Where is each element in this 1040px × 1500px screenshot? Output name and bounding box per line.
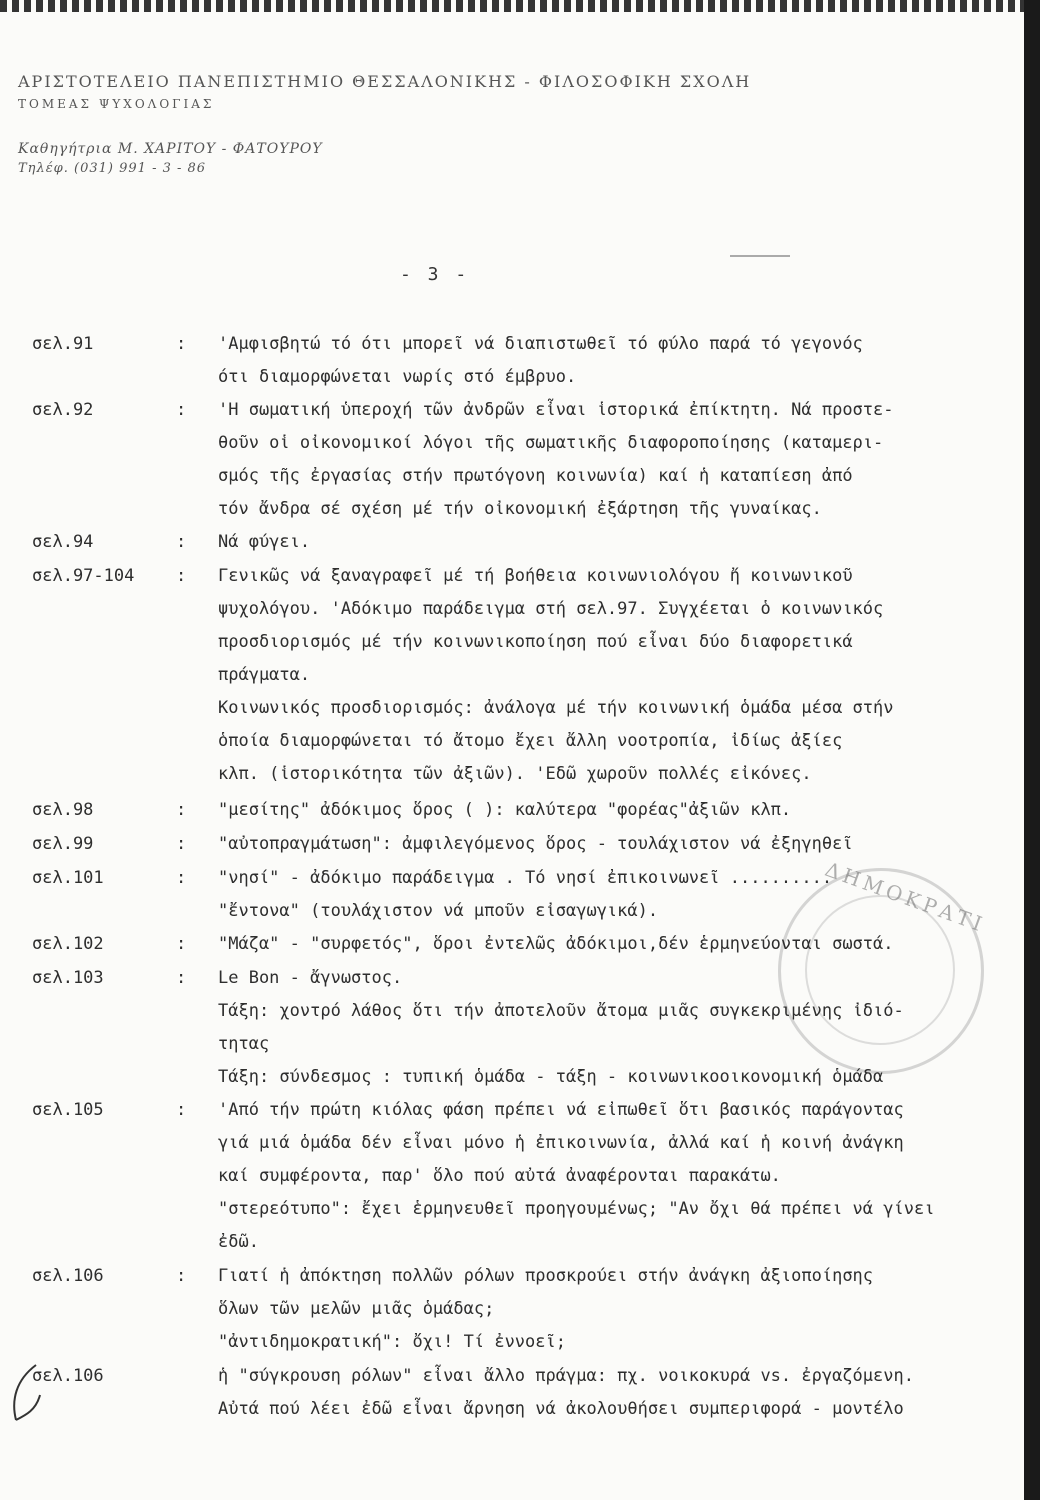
stamp-text: ΔΗΜΟΚΡΑΤΙ <box>821 856 989 938</box>
comment-line: ψυχολόγου. 'Αδόκιμο παράδειγμα στή σελ.97. Συγχέεται ὁ κοινωνικός <box>218 599 884 619</box>
comment-text <box>218 394 998 526</box>
separator-colon: : <box>176 334 187 354</box>
comment-line: 'Η σωματική ὑπεροχή τῶν ἀνδρῶν εἶναι ἱστορικά ἐπίκτητη. Νά προστε- <box>218 400 894 420</box>
comment-text <box>218 862 998 928</box>
comment-line: Αὐτά πού λέει ἐδῶ εἶναι ἄρνηση νά ἀκολουθήσει συμπεριφορά - μοντέλο <box>218 1399 904 1419</box>
professor-name: Καθηγήτρια Μ. ΧΑΡΙΤΟΥ - ΦΑΤΟΥΡΟΥ <box>18 141 323 157</box>
separator-colon: : <box>176 934 187 954</box>
comment-line: γιά μιά ὁμάδα δέν εἶναι μόνο ἡ ἐπικοινωνία, ἀλλά καί ἡ κοινή ἀνάγκη <box>218 1133 904 1153</box>
page-reference: σελ.98 <box>32 800 94 820</box>
comment-line: Le Bon - ἄγνωστος. <box>218 968 403 988</box>
comment-line: τόν ἄνδρα σέ σχέση μέ τήν οἰκονομική ἐξάρτηση τῆς γυναίκας. <box>218 499 822 519</box>
institution-name: ΑΡΙΣΤΟΤΕΛΕΙΟ ΠΑΝΕΠΙΣΤΗΜΙΟ ΘΕΣΣΑΛΟΝΙΚΗΣ - ΦΙΛΟΣΟΦΙΚΗ ΣΧΟΛΗ <box>18 72 752 91</box>
comment-line: καί συμφέροντα, παρ' ὅλο πού αὐτά ἀναφέρονται παρακάτω. <box>218 1166 781 1186</box>
comment-line: σμός τῆς ἐργασίας στήν πρωτόγονη κοινωνία) καί ἡ καταπίεση ἀπό <box>218 466 853 486</box>
comment-text <box>218 928 998 961</box>
comment-line: Γενικῶς νά ξαναγραφεῖ μέ τή βοήθεια κοινωνιολόγου ἤ κοινωνικοῦ <box>218 566 853 586</box>
comment-line: "νησί" - ἀδόκιμο παράδειγμα . Τό νησί ἐπικοινωνεῖ .......... <box>218 868 833 888</box>
comment-text <box>218 560 998 791</box>
page-reference: σελ.91 <box>32 334 94 354</box>
comment-line: Τάξη: χοντρό λάθος ὅτι τήν ἀποτελοῦν ἄτομα μιᾶς συγκεκριμένης ἰδιό- <box>218 1001 904 1021</box>
phone-number: Τηλέφ. (031) 991 - 3 - 86 <box>18 161 207 176</box>
comment-text <box>218 828 998 861</box>
page-reference: σελ.92 <box>32 400 94 420</box>
comment-text <box>218 1094 998 1259</box>
scan-edge-top <box>0 0 1040 12</box>
comment-line: ὁποία διαμορφώνεται τό ἄτομο ἔχει ἄλλη νοοτροπία, ἰδίως ἀξίες <box>218 731 843 751</box>
comment-line: "στερεότυπο": ἔχει ἑρμηνευθεῖ προηγουμένως; "Αν ὄχι θά πρέπει νά γίνει <box>218 1199 935 1219</box>
comment-line: τητας <box>218 1034 270 1054</box>
comment-line: "ἀντιδημοκρατική": ὄχι! Τί ἐννοεῖ; <box>218 1332 566 1352</box>
separator-colon: : <box>176 1100 187 1120</box>
comment-text <box>218 794 998 827</box>
page-reference: σελ.102 <box>32 934 104 954</box>
comment-line: πράγματα. <box>218 665 311 685</box>
separator-colon: : <box>176 566 187 586</box>
comment-text <box>218 1260 998 1359</box>
page-reference: σελ.105 <box>32 1100 104 1120</box>
page-number: - 3 - <box>400 264 470 285</box>
comment-line: "Μάζα" - "συρφετός", ὅροι ἐντελῶς ἀδόκιμοι,δέν ἑρμηνεύονται σωστά. <box>218 934 894 954</box>
separator-colon: : <box>176 800 187 820</box>
comment-line: 'Αμφισβητώ τό ότι μπορεῖ νά διαπιστωθεῖ τό φύλο παρά τό γεγονός <box>218 334 863 354</box>
separator-colon: : <box>176 400 187 420</box>
page-reference: σελ.101 <box>32 868 104 888</box>
separator-colon: : <box>176 868 187 888</box>
comment-text <box>218 526 998 559</box>
comment-text <box>218 962 998 1094</box>
comment-line: "αὐτοπραγμάτωση": ἀμφιλεγόμενος ὅρος - τουλάχιστον νά ἐξηγηθεῖ <box>218 834 853 854</box>
comment-text <box>218 1360 998 1426</box>
comment-line: Νά φύγει. <box>218 532 311 552</box>
comment-line: "μεσίτης" ἀδόκιμος ὅρος ( ): καλύτερα "φορέας"ἀξιῶν κλπ. <box>218 800 792 820</box>
comment-line: ότι διαμορφώνεται νωρίς στό έμβρυο. <box>218 367 577 387</box>
pen-stroke <box>730 255 790 257</box>
letterhead <box>18 72 751 176</box>
scan-edge-right <box>1024 0 1040 1500</box>
comment-text <box>218 328 998 394</box>
page-reference: σελ.103 <box>32 968 104 988</box>
comment-line: Γιατί ἡ ἀπόκτηση πολλῶν ρόλων προσκρούει στήν ἀνάγκη ἀξιοποίησης <box>218 1266 874 1286</box>
page-reference: σελ.97-104 <box>32 566 135 586</box>
comment-line: κλπ. (ἱστορικότητα τῶν ἀξιῶν). 'Εδῶ χωροῦν πολλές εἰκόνες. <box>218 764 812 784</box>
page-reference: σελ.94 <box>32 532 94 552</box>
comment-line: Κοινωνικός προσδιορισμός: ἀνάλογα μέ τήν κοινωνική ὁμάδα μέσα στήν <box>218 698 894 718</box>
comment-line: θοῦν οἱ οἰκονομικοί λόγοι τῆς σωματικῆς διαφοροποίησης (καταμερι- <box>218 433 884 453</box>
comment-line: Τάξη: σύνδεσμος : τυπική ὁμάδα - τάξη - κοινωνικοοικονομική ὁμάδα <box>218 1067 884 1087</box>
page-reference: σελ.106 <box>32 1366 104 1386</box>
comment-line: "ἔντονα" (τουλάχιστον νά μποῦν εἰσαγωγικά). <box>218 901 659 921</box>
separator-colon: : <box>176 1266 187 1286</box>
comment-line: ἡ "σύγκρουση ρόλων" εἶναι ἄλλο πράγμα: πχ. νοικοκυρά vs. ἐργαζόμενη. <box>218 1366 914 1386</box>
comment-line: ὅλων τῶν μελῶν μιᾶς ὁμάδας; <box>218 1299 495 1319</box>
separator-colon: : <box>176 532 187 552</box>
page-reference: σελ.99 <box>32 834 94 854</box>
department-name: ΤΟΜΕΑΣ ΨΥΧΟΛΟΓΙΑΣ <box>18 97 215 111</box>
comment-line: 'Από τήν πρώτη κιόλας φάση πρέπει νά εἰπωθεῖ ὅτι βασικός παράγοντας <box>218 1100 904 1120</box>
separator-colon: : <box>176 834 187 854</box>
separator-colon: : <box>176 968 187 988</box>
page-reference: σελ.106 <box>32 1266 104 1286</box>
comment-line: προσδιορισμός μέ τήν κοινωνικοποίηση πού εἶναι δύο διαφορετικά <box>218 632 853 652</box>
comment-line: ἐδῶ. <box>218 1232 259 1252</box>
